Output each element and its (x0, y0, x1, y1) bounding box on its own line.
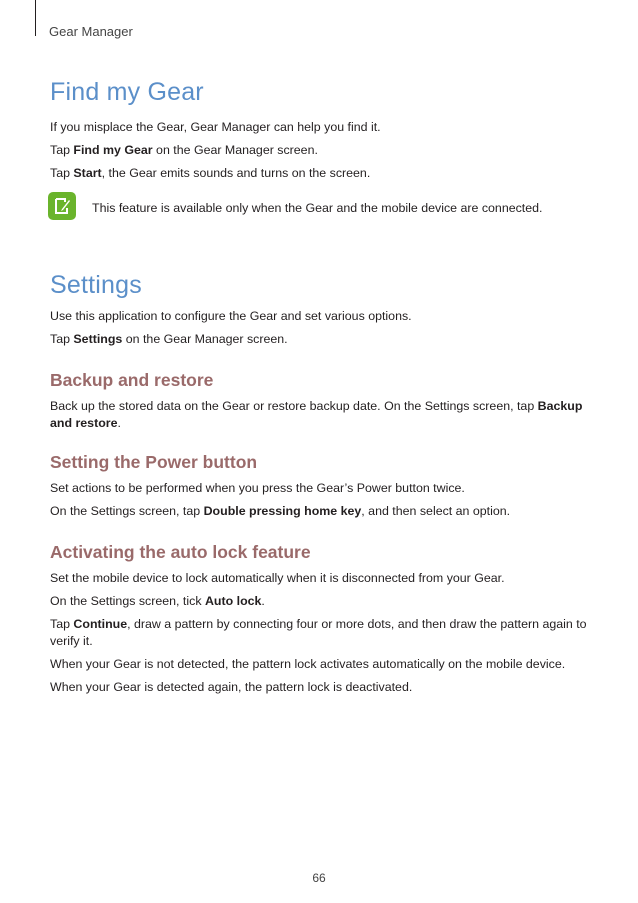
heading-find-my-gear: Find my Gear (50, 78, 204, 106)
note-pencil-icon (48, 192, 76, 220)
paragraph: Back up the stored data on the Gear or restore backup date. On the Settings screen, tap Backup and restore. (50, 399, 583, 430)
paragraph: On the Settings screen, tap Double pressing home key, and then select an option. (50, 504, 511, 518)
header-rule (35, 0, 36, 36)
paragraph: When your Gear is not detected, the pattern lock activates automatically on the mobile device. (50, 657, 566, 671)
ui-term: Start (73, 166, 102, 180)
page-content (50, 76, 590, 702)
paragraph: Set actions to be performed when you press the Gear’s Power button twice. (50, 481, 465, 495)
ui-term: Find my Gear (73, 143, 153, 157)
note-box (50, 196, 590, 217)
paragraph: If you misplace the Gear, Gear Manager can help you find it. (50, 120, 381, 134)
paragraph: Tap Continue, draw a pattern by connecting four or more dots, and then draw the pattern again to verify it. (50, 617, 587, 648)
paragraph: On the Settings screen, tick Auto lock. (50, 594, 265, 608)
paragraph: Set the mobile device to lock automatically when it is disconnected from your Gear. (50, 571, 505, 585)
paragraph: Tap Settings on the Gear Manager screen. (50, 332, 288, 346)
paragraph: Use this application to configure the Gear and set various options. (50, 309, 412, 323)
heading-power-button: Setting the Power button (50, 452, 258, 472)
ui-term: Auto lock (204, 594, 262, 608)
page-number: 66 (312, 871, 326, 885)
note-text: This feature is available only when the Gear and the mobile device are connected. (92, 201, 543, 215)
heading-auto-lock: Activating the auto lock feature (50, 542, 311, 562)
paragraph: Tap Start, the Gear emits sounds and turns on the screen. (50, 166, 371, 180)
heading-settings: Settings (50, 271, 142, 299)
ui-term: Backup and restore (50, 399, 583, 430)
ui-term: Settings (73, 332, 123, 346)
running-header: Gear Manager (49, 24, 133, 39)
ui-term: Continue (73, 617, 128, 631)
paragraph: When your Gear is detected again, the pattern lock is deactivated. (50, 680, 413, 694)
paragraph: Tap Find my Gear on the Gear Manager screen. (50, 143, 318, 157)
heading-backup-and-restore: Backup and restore (50, 370, 214, 390)
ui-term: Double pressing home key (203, 504, 362, 518)
